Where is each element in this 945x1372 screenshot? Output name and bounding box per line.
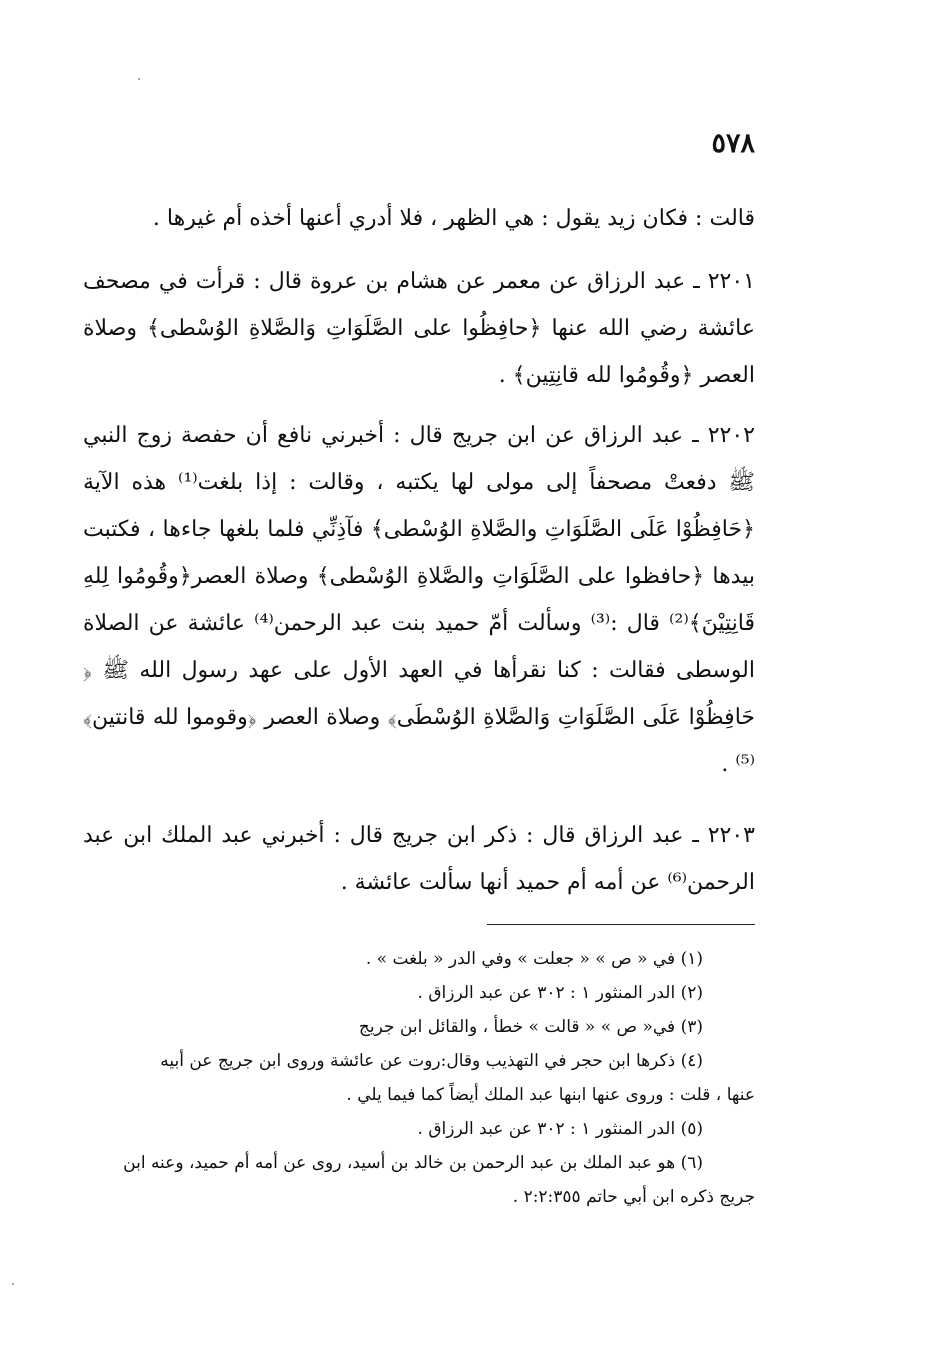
footnote-2: (٢) الدر المنثور ١ : ٣٠٢ عن عبد الرزاق .	[417, 983, 703, 1003]
paragraph-continuation: قالت : فكان زيد يقول : هي الظهر ، فلا أدري أعنها أخذه أم غيرها .	[152, 206, 755, 231]
footnote-1: (١) في « ص » « جعلت » وفي الدر « بلغت » .	[365, 949, 703, 969]
footnote-4: (٤) ذكرها ابن حجر في التهذيب وقال:روت عن عائشة وروى ابن جريج عن أبيه	[160, 1051, 703, 1071]
footnote-3: (٣) في« ص » « قالت » خطأ ، والقائل ابن جريج	[358, 1017, 703, 1037]
footnote-5: (٥) الدر المنثور ١ : ٣٠٢ عن عبد الرزاق .	[417, 1119, 703, 1139]
scan-speck	[12, 1283, 14, 1285]
hadith-2203: ٢٢٠٣ ـ عبد الرزاق قال : ذكر ابن جريج قال : أخبرني عبد الملك ابن عبد الرحمن⁽⁶⁾ عن أمه أم حميد أنها سألت عائشة .	[83, 823, 755, 895]
footnote-6-continuation: جريج ذكره ابن أبي حاتم ٢:٢:٣٥٥ .	[512, 1187, 755, 1207]
footnote-4-continuation: عنها ، قلت : وروى عنها ابنها عبد الملك أيضاً كما فيما يلي .	[346, 1085, 755, 1105]
scan-speck	[138, 78, 140, 80]
page-number: ٥٧٨	[711, 128, 755, 159]
hadith-2202: ٢٢٠٢ ـ عبد الرزاق عن ابن جريج قال : أخبرني نافع أن حفصة زوج النبي ﷺ دفعتْ مصحفاً إلى مولى لها يكتبه ، وقالت : إذا بلغت⁽¹⁾ هذه الآية ﴿حَافِظُوْا عَلَى الصَّلَوَاتِ والصَّلاةِ الوُسْطى﴾ فآذِنِّي فلما بلغها جاءها ، فكتبت بيدها ﴿حافظوا على الصَّلَوَاتِ والصَّلاةِ الوُسْطى﴾ وصلاة العصر﴿وقُومُوا لِلهِ قَانِتِيْنَ﴾⁽²⁾ قال :⁽³⁾ وسألت أمّ حميد بنت عبد الرحمن⁽⁴⁾ عائشة عن الصلاة الوسطى فقالت : كنا نقرأها في العهد الأول على عهد رسول الله ﷺ ﴿ حَافِظُوْا عَلَى الصَّلَوَاتِ وَالصَّلاةِ الوُسْطَى﴾ وصلاة العصر ﴿وقوموا لله قانتين﴾⁽⁵⁾ .	[83, 423, 755, 777]
footnote-separator	[487, 924, 755, 925]
hadith-2201: ٢٢٠١ ـ عبد الرزاق عن معمر عن هشام بن عروة قال : قرأت في مصحف عائشة رضي الله عنها ﴿حافِظُوا على الصَّلَوَاتِ وَالصَّلاةِ الوُسْطى﴾ وصلاة العصر ﴿وقُومُوا لله قانِتِين﴾ .	[83, 269, 755, 388]
footnotes	[83, 942, 755, 1214]
footnote-6: (٦) هو عبد الملك بن عبد الرحمن بن خالد بن أسيد، روى عن أمه أم حميد، وعنه ابن	[123, 1153, 703, 1173]
